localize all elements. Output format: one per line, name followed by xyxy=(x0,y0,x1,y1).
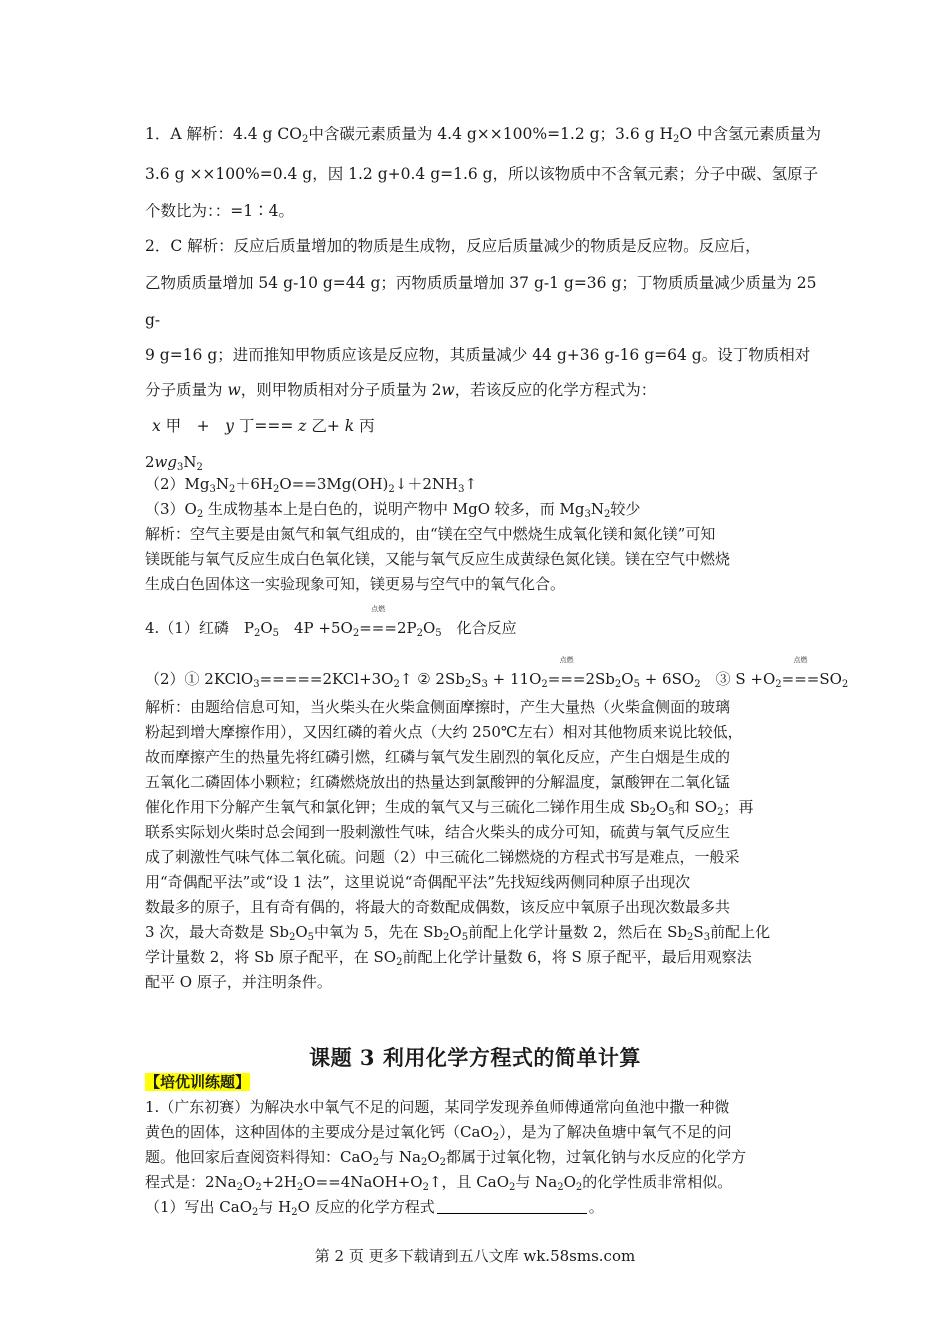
answer-3-line-3: $(3)O_2$ 生成物基本上是白色的，说明产物中 MgO 较多，而 $Mg_3N_2$较少 xyxy=(145,500,641,520)
reaction-arrow: 点燃 === xyxy=(547,656,586,688)
question-1-line-4: 程式是：$2Na_2O_2+2H_2O==4NaOH+O_2↑$，且 CaO$_2$与 $Na_2O_2$的化学性质非常相似。 xyxy=(145,1173,733,1193)
answer-2-line-1: 2．C 解析：反应后质量增加的物质是生成物，反应后质量减少的物质是反应物。反应后， xyxy=(145,237,761,255)
answer-1-line-3: 个数比为：：=1∶4。 xyxy=(145,202,294,220)
reaction-arrow: 点燃 === xyxy=(359,605,397,637)
highlight-label: 【培优训练题】 xyxy=(145,1073,251,1091)
answer-4-analysis-9: 数最多的原子，且有奇有偶的，将最大的奇数配成偶数，该反应中氧原子出现次数最多共 xyxy=(145,898,731,916)
answer-2-equation: x 甲 + y 丁=== z 乙+ k 丙 xyxy=(152,417,375,435)
answer-2-line-4: 9 g=16 g；进而推知甲物质应该是反应物，其质量减少 44 g+36 g-16 g=64 g。设丁物质相对 xyxy=(145,346,811,364)
answer-4-analysis-11: 学计量数 2，将 Sb 原子配平，在 $SO_2$前配上化学计量数 6，将 S 原子配平，最后用观察法 xyxy=(145,948,752,968)
answer-3-line-2: $(2)Mg_3N_2+6H_2O==3Mg(OH)_2↓+2NH_3↑$ xyxy=(145,475,478,495)
section-title: 课题 3 利用化学方程式的简单计算 xyxy=(309,1045,641,1070)
answer-4-analysis-4: 五氧化二磷固体小颗粒；红磷燃烧放出的热量达到氯酸钾的分解温度，氯酸钾在二氧化锰 xyxy=(145,773,731,791)
page-footer: 第 2 页 更多下载请到五八文库 wk.58sms.com xyxy=(314,1247,636,1265)
answer-4-analysis-6: 联系实际划火柴时总会闻到一股刺激性气味，结合火柴头的成分可知，硫黄与氧气反应生 xyxy=(145,823,731,841)
question-1-line-2: 黄色的固体，这种固体的主要成分是过氧化钙（CaO$_2$），是为了解决鱼塘中氧气不足的问 xyxy=(145,1123,732,1143)
answer-1-line-2: 3.6 g ××100%=0.4 g，因 1.2 g+0.4 g=1.6 g，所以该物质中不含氧元素；分子中碳、氢原子 xyxy=(145,165,819,183)
question-1-part-1: （1）写出 CaO$_2$与 $H_2O$ 反应的化学方程式 。 xyxy=(145,1198,604,1218)
answer-4-analysis-3: 故而摩擦产生的热量先将红磷引燃，红磷与氧气发生剧烈的氧化反应，产生白烟是生成的 xyxy=(145,748,731,766)
answer-4-analysis-10: 3 次，最大奇数是 $Sb_2O_5$中氧为 5，先在 $Sb_2O_5$前配上化学计量数 2，然后在 $Sb_2S_3$前配上化 xyxy=(145,923,771,943)
answer-4-analysis-1: 解析：由题给信息可知，当火柴头在火柴盒侧面摩擦时，产生大量热（火柴盒侧面的玻璃 xyxy=(145,698,731,716)
answer-4-line-1: 4.（1）红磷 $P_2O_5$ $4P +5O_2$ 点燃 $===2P_2O_5$ 化合反应 xyxy=(145,605,517,639)
question-1-line-1: 1.（广东初赛）为解决水中氧气不足的问题，某同学发现养鱼师傅通常向鱼池中撒一种微 xyxy=(145,1098,730,1116)
answer-4-analysis-8: 用“奇偶配平法”或“设 1 法”，这里说说“奇偶配平法”先找短线两侧同种原子出现次 xyxy=(145,873,691,891)
answer-3-line-6: 生成白色固体这一实验现象可知，镁更易与空气中的氧气化合。 xyxy=(145,575,566,593)
answer-4-line-2: （2）① $2KClO_3=====2KCl+3O_2↑$ ② $2Sb_2S_3 + 11O_2$ 点燃 $===2Sb_2O_5 + 6SO_2$ ③ $S +O_2$ 点燃 $===SO_2$ xyxy=(145,656,849,690)
exercise-tag xyxy=(145,1072,250,1092)
answer-1-line-1: 1．A 解析：4.4 g $CO_2$中含碳元素质量为 4.4 g××100%=1.2 g；3.6 g $H_2O$ 中含氢元素质量为 xyxy=(145,125,822,145)
answer-2-line-2: 乙物质质量增加 54 g-10 g=44 g；丙物质质量增加 37 g-1 g=36 g；丁物质质量减少质量为 25 xyxy=(145,274,817,292)
answer-4-analysis-7: 成了刺激性气味气体二氧化硫。问题（2）中三硫化二锑燃烧的方程式书写是难点，一般采 xyxy=(145,848,740,866)
answer-4-analysis-2: 粉起到增大摩擦作用），又因红磷的着火点（大约 250℃左右）相对其他物质来说比较低， xyxy=(145,723,743,741)
answer-2-line-7: $2wg_3N_2$ xyxy=(145,453,203,473)
question-1-line-3: 题。他回家后查阅资料得知：CaO$_2$与 $Na_2O_2$都属于过氧化物，过氧化钠与水反应的化学方 xyxy=(145,1148,747,1168)
answer-2-line-3: g- xyxy=(145,311,161,329)
answer-4-analysis-5: 催化作用下分解产生氧气和氯化钾；生成的氧气又与三硫化二锑作用生成 $Sb_2O_5$和 $SO_2$；再 xyxy=(145,798,754,818)
answer-3-line-4: 解析：空气主要是由氮气和氧气组成的，由“镁在空气中燃烧生成氧化镁和氮化镁”可知 xyxy=(145,525,716,543)
answer-blank[interactable] xyxy=(437,1199,587,1214)
answer-2-line-5: 分子质量为 w，则甲物质相对分子质量为 2w，若该反应的化学方程式为： xyxy=(145,381,657,399)
reaction-arrow: 点燃 === xyxy=(781,656,820,688)
answer-4-analysis-12: 配平 O 原子，并注明条件。 xyxy=(145,973,332,991)
answer-3-line-5: 镁既能与氧气反应生成白色氧化镁，又能与氧气反应生成黄绿色氮化镁。镁在空气中燃烧 xyxy=(145,550,731,568)
